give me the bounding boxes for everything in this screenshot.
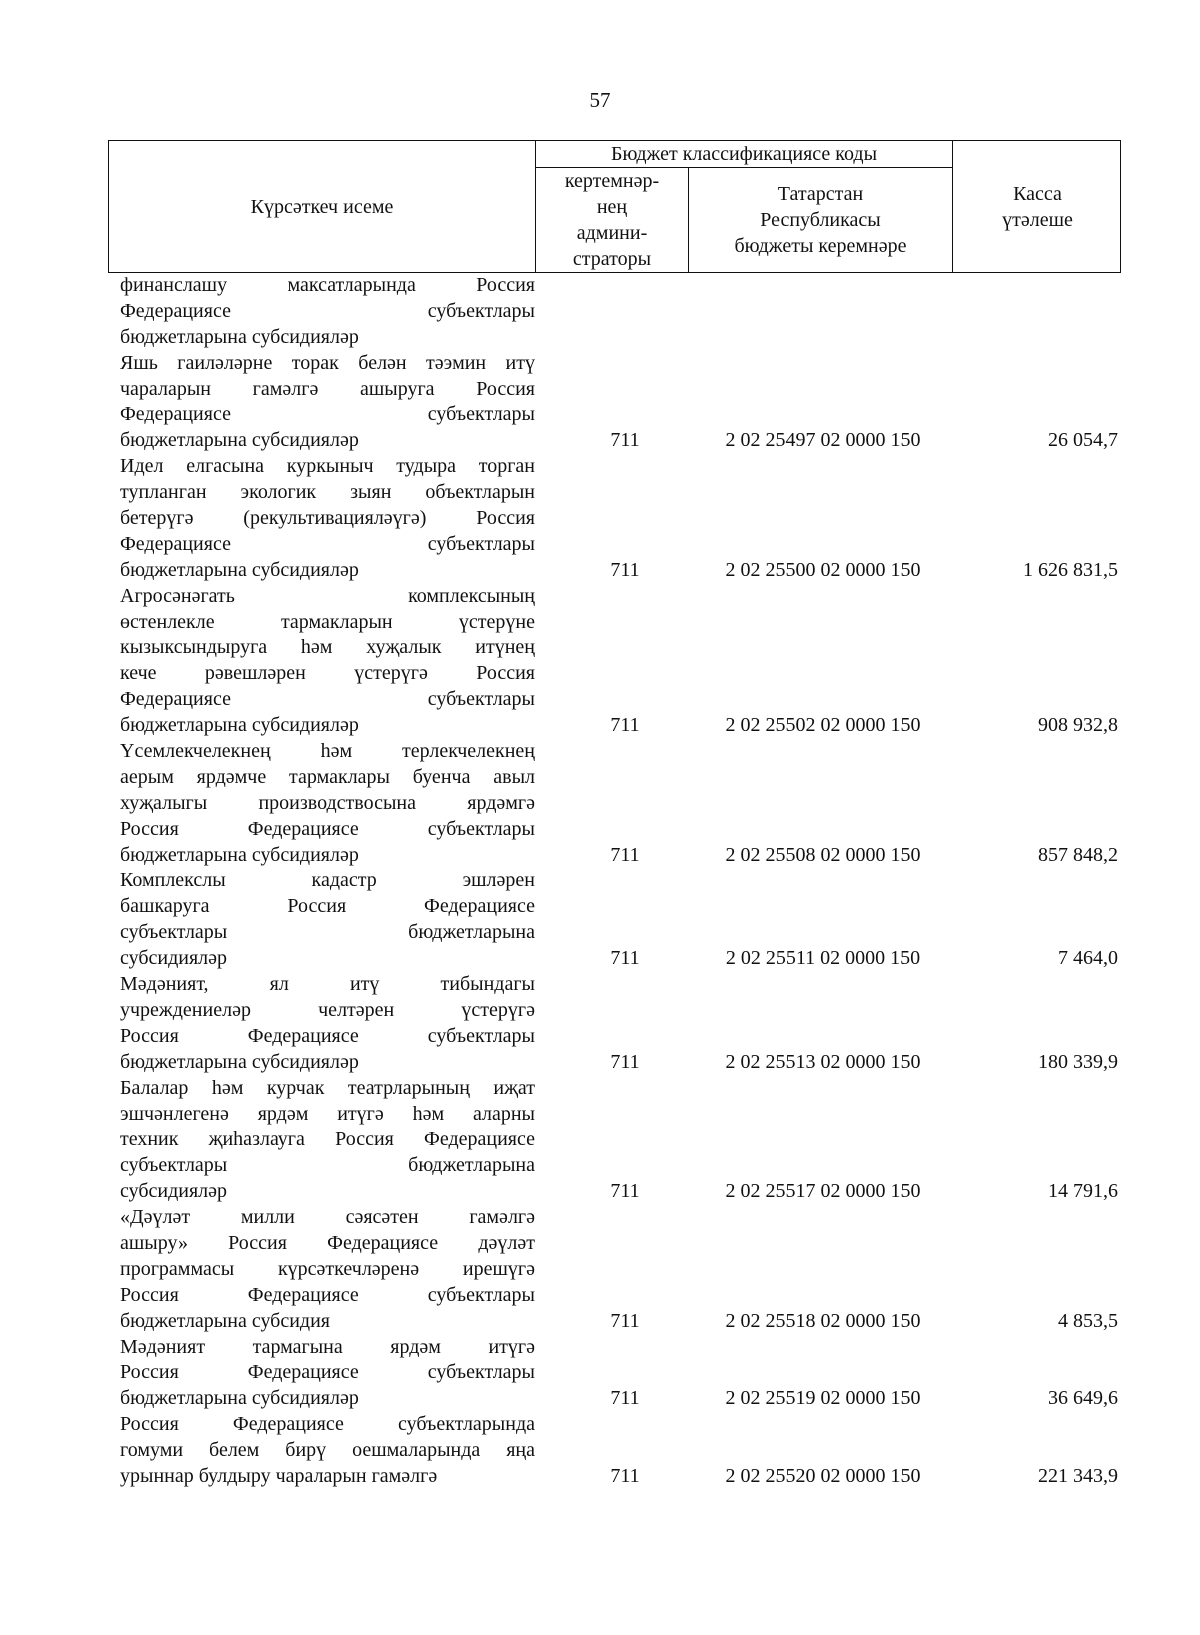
indicator-name [120,351,535,455]
revenue-code: 2 02 25500 02 0000 150 [725,558,921,581]
indicator-name-line: бюджетларына субсидияләр [120,843,359,866]
indicator-name-line: бюджетларына субсидияләр [120,1387,359,1410]
indicator-name-line: Федерациясе субъектлары [120,532,535,555]
administrator-code: 711 [610,1050,640,1073]
indicator-name-line: эшчәнлегенә ярдәм итүгә һәм аларны [120,1102,535,1125]
table-row [108,1076,1121,1205]
cash-amount: 908 932,8 [1038,714,1118,737]
indicator-name-line: урыннар булдыру чараларын гамәлгә [120,1464,438,1487]
indicator-name-line: «Дәүләт милли сәясәтен гамәлгә [120,1206,535,1229]
table-row [108,1412,1121,1490]
table-row [108,273,1121,351]
cash-amount: 4 853,5 [1058,1309,1118,1332]
indicator-name-line: гомуми белем бирү оешмаларында яңа [120,1439,535,1462]
administrator-code: 711 [610,1309,640,1332]
table-header [108,140,1121,273]
indicator-name [120,1335,535,1413]
indicator-name [120,972,535,1076]
indicator-name-line: программасы күрсәткечләренә ирешүгә [120,1257,535,1280]
indicator-name [120,1076,535,1205]
cash-amount: 36 649,6 [1048,1387,1118,1410]
administrator-code: 711 [610,1387,640,1410]
indicator-name [120,454,535,583]
revenue-code: 2 02 25511 02 0000 150 [725,947,921,970]
indicator-name [120,1205,535,1334]
header-code-line: бюджеты керемнәре [734,235,907,257]
indicator-name-line: субъектлары бюджетларына [120,1154,535,1177]
indicator-name [120,868,535,972]
indicator-name-line: өстенлекле тармакларын үстерүне [120,610,535,633]
table-row [108,1205,1121,1334]
indicator-name-line: башкаруга Россия Федерациясе [120,895,535,918]
indicator-name-line: Россия Федерациясе субъектлары [120,1361,535,1384]
revenue-code: 2 02 25508 02 0000 150 [725,843,921,866]
administrator-code: 711 [610,1464,640,1487]
cash-amount: 1 626 831,5 [1023,558,1118,581]
indicator-name [120,1412,535,1490]
table-row [108,739,1121,868]
table-row [108,1335,1121,1413]
header-admin-line: админи- [576,222,648,244]
cash-amount: 7 464,0 [1058,947,1118,970]
indicator-name [120,584,535,739]
administrator-code: 711 [610,429,640,452]
indicator-name-line: чараларын гамәлгә ашыруга Россия [120,377,535,400]
administrator-code: 711 [610,947,640,970]
header-indicator-name: Күрсәткеч исеме [109,141,536,272]
header-administrators [536,168,689,272]
indicator-name-line: ашыру» Россия Федерациясе дәүләт [120,1231,535,1254]
header-cash-execution [953,141,1122,272]
indicator-name-line: Россия Федерациясе субъектларында [120,1413,535,1436]
indicator-name-line: Яшь гаиләләрне торак белән тәэмин итү [120,351,535,374]
revenue-code: 2 02 25502 02 0000 150 [725,714,921,737]
header-admin-line: страторы [572,248,652,270]
cash-amount [958,325,1118,351]
page-number: 57 [589,88,611,112]
administrator-code: 711 [610,558,640,581]
table-row [108,972,1121,1076]
indicator-name-line: Агросәнәгать комплексының [120,584,535,607]
indicator-name-line: субсидияләр [120,947,228,970]
cash-amount: 180 339,9 [1038,1050,1118,1073]
indicator-name-line: Мәдәният тармагына ярдәм итүгә [120,1335,535,1358]
indicator-name-line: субъектлары бюджетларына [120,921,535,944]
administrator-code [580,325,670,351]
header-admin-line: нең [596,196,628,218]
header-kassa-line: үтәлеше [1002,208,1073,231]
indicator-name-line: Россия Федерациясе субъектлары [120,1024,535,1047]
indicator-name-line: Федерациясе субъектлары [120,299,535,322]
revenue-code: 2 02 25497 02 0000 150 [725,429,921,452]
indicator-name-line: техник җиһазлауга Россия Федерациясе [120,1128,535,1151]
indicator-name-line: бюджетларына субсидияләр [120,558,359,581]
indicator-name-line: кызыксындыруга һәм хуҗалык итүнең [120,636,535,659]
header-code-line: Татарстан [777,183,864,205]
indicator-name-line: бетерүгә (рекультивацияләүгә) Россия [120,507,535,530]
indicator-name-line: Балалар һәм курчак театрларының иҗат [120,1076,535,1099]
indicator-name-line: кече рәвешләрен үстерүгә Россия [120,662,535,685]
table-row [108,454,1121,583]
cash-amount: 221 343,9 [1038,1464,1118,1487]
table-row [108,868,1121,972]
administrator-code: 711 [610,843,640,866]
indicator-name-line: хуҗалыгы производствосына ярдәмгә [120,791,535,814]
indicator-name [120,739,535,868]
revenue-code: 2 02 25518 02 0000 150 [725,1309,921,1332]
header-admin-line: кертемнәр- [564,170,660,192]
indicator-name-line: Россия Федерациясе субъектлары [120,1283,535,1306]
revenue-code: 2 02 25519 02 0000 150 [725,1387,921,1410]
indicator-name-line: бюджетларына субсидия [120,1309,331,1332]
cash-amount: 857 848,2 [1038,843,1118,866]
header-budget-classification: Бюджет классификациясе коды [536,141,953,168]
indicator-name-line: Федерациясе субъектлары [120,688,535,711]
header-code-line: Республикасы [760,209,881,231]
indicator-name-line: бюджетларына субсидияләр [120,429,359,452]
administrator-code: 711 [610,714,640,737]
indicator-name-line: Үсемлекчелекнең һәм терлекчелекнең [120,740,535,763]
indicator-name-line: Россия Федерациясе субъектлары [120,817,535,840]
indicator-name-line: тупланган экологик зыян объектларын [120,481,535,504]
cash-amount: 26 054,7 [1048,429,1118,452]
indicator-name-line: бюджетларына субсидияләр [120,325,359,348]
cash-amount: 14 791,6 [1048,1180,1118,1203]
table-row [108,351,1121,455]
revenue-code: 2 02 25517 02 0000 150 [725,1180,921,1203]
revenue-code: 2 02 25520 02 0000 150 [725,1464,921,1487]
indicator-name-line: бюджетларына субсидияләр [120,1050,359,1073]
administrator-code: 711 [610,1180,640,1203]
indicator-name [120,273,535,351]
indicator-name-line: Идел елгасына куркыныч тудыра торган [120,455,535,478]
indicator-name-line: финанслашу максатларында Россия [120,274,535,296]
indicator-name-line: аерым ярдәмче тармаклары буенча авыл [120,765,535,788]
header-kassa-line: Касса [1013,182,1062,205]
indicator-name-line: бюджетларына субсидияләр [120,714,359,737]
indicator-name-line: учреждениеләр челтәрен үстерүгә [120,998,535,1021]
header-revenue-code [689,168,953,272]
indicator-name-line: Комплекслы кадастр эшләрен [120,869,535,892]
revenue-code [691,325,955,351]
indicator-name-line: субсидияләр [120,1180,228,1203]
table-body [108,273,1121,1490]
indicator-name-line: Федерациясе субъектлары [120,403,535,426]
revenue-code: 2 02 25513 02 0000 150 [725,1050,921,1073]
indicator-name-line: Мәдәният, ял итү тибындагы [120,973,535,996]
table-row [108,584,1121,739]
